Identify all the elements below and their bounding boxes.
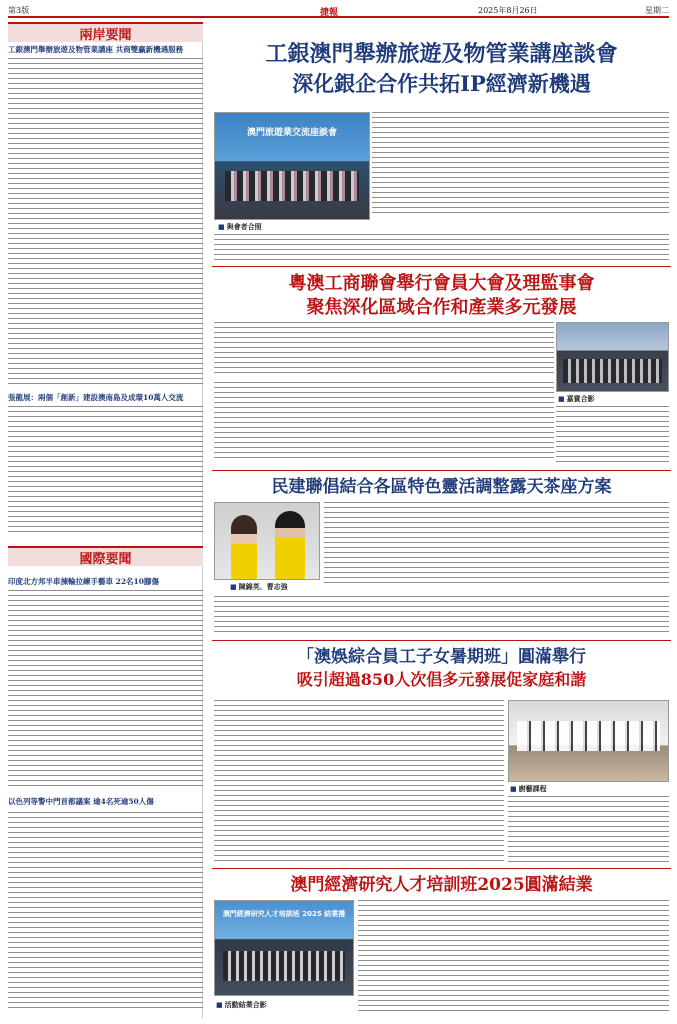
article1-photo-banner: 澳門旅遊業交流座談會 bbox=[246, 128, 337, 138]
article3-person-right bbox=[275, 511, 305, 579]
article4-caption: ■ 廚藝課程 bbox=[510, 784, 547, 794]
left-article-title-4: 以色列等警中門首都議案 逾4名死逾50人傷 bbox=[8, 797, 154, 806]
article3-body bbox=[324, 502, 669, 586]
article3-photo bbox=[214, 502, 320, 580]
divider-2 bbox=[212, 470, 671, 471]
article2-photo-crowd bbox=[563, 359, 662, 383]
article5-caption: ■ 活動結業合影 bbox=[216, 1000, 267, 1010]
masthead: 捷報 bbox=[320, 8, 339, 18]
article2-body-side bbox=[556, 406, 669, 462]
article2-subhead: 聚焦深化區域合作和產業多元發展 bbox=[306, 297, 577, 318]
left-article-body-1 bbox=[8, 58, 203, 388]
left-article-body-2 bbox=[8, 406, 203, 536]
article1-photo-crowd bbox=[225, 171, 359, 201]
article2-caption: ■ 嘉賓合影 bbox=[558, 394, 595, 404]
section-cross-strait: 兩岸要聞 bbox=[8, 22, 203, 42]
article5-photo-crowd bbox=[223, 951, 345, 981]
article2-headline: 粵澳工商聯會舉行會員大會及理監事會 bbox=[288, 273, 595, 294]
article3-body-cont bbox=[214, 596, 669, 634]
article4-photo-chefs bbox=[517, 721, 660, 751]
weekday: 星期二 bbox=[645, 6, 669, 15]
article3-caption: ■ 陳錦英、曹志強 bbox=[230, 582, 288, 592]
issue-date: 2025年8月26日 bbox=[478, 6, 538, 15]
page-header bbox=[8, 4, 669, 18]
article4-body bbox=[214, 700, 504, 862]
article5-body bbox=[358, 900, 669, 1014]
article1-body-cont bbox=[214, 234, 669, 260]
left-article-title-2: 張龍展：兩個「創新」建設澳南島及成環10萬人交流 bbox=[8, 393, 184, 402]
article5-headline: 澳門經濟研究人才培訓班2025圓滿結業 bbox=[290, 875, 593, 895]
page-number: 第3版 bbox=[8, 6, 30, 15]
left-article-title-3: 印度北方邦半車揀輪拉練手藝車 22名10腳傷 bbox=[8, 577, 159, 586]
article1-body bbox=[372, 112, 669, 214]
article5-photo-banner: 澳門經濟研究人才培訓班 2025 結業禮 bbox=[222, 910, 346, 918]
left-article-title-1: 工銀澳門舉辦旅遊及物管業講座 共商雙贏新機遇服務 bbox=[8, 45, 184, 54]
divider-4 bbox=[212, 868, 671, 869]
article4-headline: 「澳娛綜合員工子女暑期班」圓滿舉行 bbox=[297, 647, 586, 667]
left-column bbox=[8, 22, 203, 1018]
article5-photo bbox=[214, 900, 354, 996]
article4-photo bbox=[508, 700, 669, 782]
left-article-body-4 bbox=[8, 812, 203, 1012]
article2-body-cont bbox=[214, 382, 554, 462]
article3-headline: 民建聯倡結合各區特色靈活調整露天茶座方案 bbox=[271, 477, 612, 497]
article4-subhead: 吸引超過850人次倡多元發展促家庭和諧 bbox=[296, 670, 587, 689]
article1-photo bbox=[214, 112, 370, 220]
article1-caption: ■ 與會者合照 bbox=[218, 222, 262, 232]
article4-body-side bbox=[508, 796, 669, 862]
left-article-body-3 bbox=[8, 590, 203, 790]
article1-subhead: 深化銀企合作共拓IP經濟新機遇 bbox=[292, 71, 591, 96]
article3-person-left bbox=[231, 515, 257, 579]
section-international: 國際要聞 bbox=[8, 546, 203, 566]
divider-1 bbox=[212, 266, 671, 267]
divider-3 bbox=[212, 640, 671, 641]
article2-body bbox=[214, 322, 554, 376]
article2-photo bbox=[556, 322, 669, 392]
article1-headline: 工銀澳門舉辦旅遊及物管業講座談會 bbox=[265, 41, 618, 67]
